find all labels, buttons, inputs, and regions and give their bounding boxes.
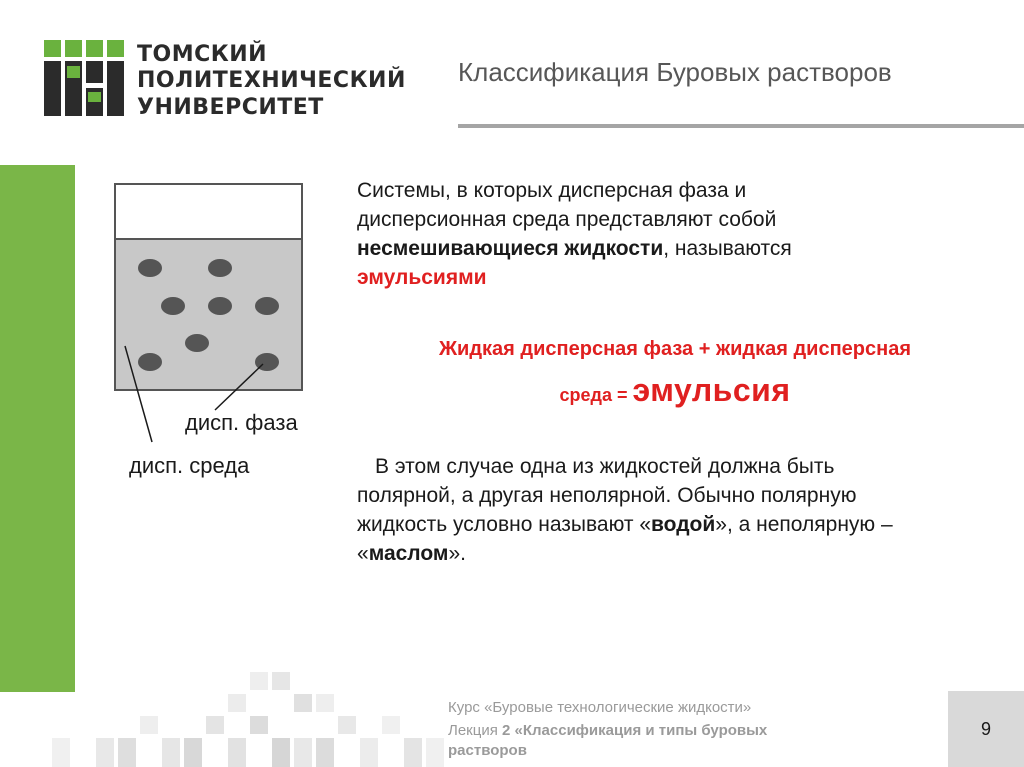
emulsions-term: эмульсиями [357, 266, 487, 289]
label-dispersion-medium: дисп. среда [129, 453, 250, 478]
label-dispersed-phase: дисп. фаза [185, 410, 298, 435]
droplet [208, 259, 232, 277]
immiscible-liquids-term: несмешивающиеся жидкости [357, 237, 664, 260]
definition-line: несмешивающиеся жидкости, называются [357, 237, 792, 260]
droplet [208, 297, 232, 315]
water-term: водой [651, 513, 716, 536]
definition-paragraph [357, 176, 917, 292]
university-logo-icon [44, 40, 124, 116]
droplet [255, 297, 279, 315]
logo-text-line2: ПОЛИТЕХНИЧЕСКИЙ [137, 68, 406, 93]
accent-bar [0, 165, 75, 692]
droplet [161, 297, 185, 315]
explanation-line: В этом случае одна из жидкостей должна быть [375, 455, 835, 478]
logo-text-line1: ТОМСКИЙ [137, 42, 268, 67]
logo-text-line3: УНИВЕРСИТЕТ [137, 95, 324, 120]
definition-line: дисперсионная среда представляют собой [357, 208, 777, 231]
slide-title: Классификация Буровых растворов [458, 57, 892, 87]
explanation-line: полярной, а другая неполярной. Обычно полярную [357, 484, 857, 507]
footer-decorative-pattern [40, 660, 480, 767]
explanation-line: «маслом». [357, 542, 466, 565]
explanation-paragraph [357, 452, 1017, 568]
definition-line: Системы, в которых дисперсная фаза и [357, 179, 747, 202]
formula-line2: среда = эмульсия [559, 372, 791, 408]
page-number: 9 [948, 691, 1024, 767]
oil-term: маслом [368, 542, 449, 565]
emulsion-result: эмульсия [632, 372, 791, 408]
explanation-line: жидкость условно называют «водой», а неполярную – [357, 513, 893, 536]
footer-course: Курс «Буровые технологические жидкости» [448, 699, 752, 716]
title-divider [458, 124, 1024, 128]
footer-lecture: Лекция 2 «Классификация и типы буровых [448, 722, 768, 739]
formula-line1: Жидкая дисперсная фаза + жидкая дисперсная [438, 338, 912, 360]
footer-lecture-continued: растворов [448, 742, 527, 759]
droplet [138, 259, 162, 277]
